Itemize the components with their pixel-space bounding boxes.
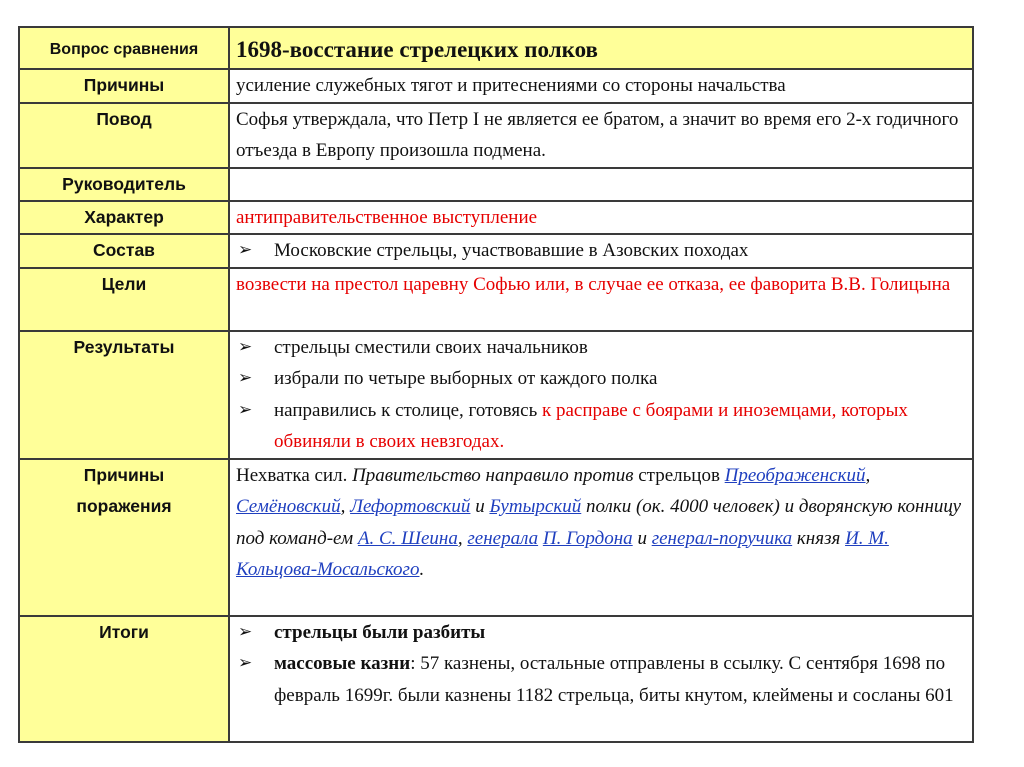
row-value-leader <box>229 168 973 201</box>
row-label-leader <box>19 168 229 201</box>
link-shein[interactable]: А. С. Шеина <box>357 527 458 549</box>
separator: и <box>470 496 490 517</box>
text-defeat-italic: князя <box>792 527 846 549</box>
label-results: Результаты <box>73 336 175 357</box>
text-results-item: стрельцы сместили своих начальников <box>274 336 588 358</box>
text-causes: усиление служебных тягот и притеснениями со стороны начальства <box>236 75 786 96</box>
text-results-item: избрали по четыре выборных от каждого полка <box>274 368 658 389</box>
label-defeat-line1: Причины <box>83 464 165 485</box>
row-label-defeat <box>19 459 229 616</box>
text-character: антиправительственное выступление <box>236 206 538 228</box>
row-value-composition <box>229 234 973 268</box>
text-defeat: Нехватка сил. <box>236 464 353 486</box>
text-outcomes-item: стрельцы были разбиты <box>274 621 486 643</box>
label-leader: Руководитель <box>62 173 186 194</box>
text-defeat-italic: Правительство направило против <box>352 464 634 486</box>
arrow-bullet-icon: ➢ <box>238 621 253 642</box>
label-composition: Состав <box>93 240 155 260</box>
label-character: Характер <box>84 206 164 227</box>
text-goals: возвести на престол царевну Софью или, в случае ее отказа, ее фаворита В.В. Голицына <box>236 273 951 295</box>
row-value-pretext <box>229 103 973 168</box>
row-label-pretext <box>19 103 229 168</box>
link-butyrsky[interactable]: Бутырский <box>489 496 582 517</box>
separator: , <box>457 527 468 549</box>
link-general-poruchik[interactable]: генерал-поручика <box>651 527 793 549</box>
text-outcomes-item: : 57 казнены, остальные отправлены в ссылку. С сентября 1698 по февраль 1699г. были казнены 1182 стрельца, биты кнутом, клеймены и сосланы 601 <box>274 653 954 706</box>
row-value-causes <box>229 69 973 103</box>
list-item <box>236 617 964 649</box>
arrow-bullet-icon: ➢ <box>238 399 253 420</box>
label-causes: Причины <box>83 75 165 95</box>
row-label-character <box>19 201 229 235</box>
link-preobrazhensky[interactable]: Преображенский <box>724 464 866 486</box>
row-value-character <box>229 201 973 235</box>
arrow-bullet-icon: ➢ <box>238 368 253 388</box>
list-item <box>236 648 964 711</box>
comparison-table <box>18 26 974 743</box>
row-label-results <box>19 331 229 459</box>
list-item <box>236 235 964 267</box>
arrow-bullet-icon: ➢ <box>238 653 253 673</box>
separator: . <box>419 559 425 580</box>
header-title-cell <box>229 27 973 69</box>
list-item <box>236 363 964 395</box>
text-composition-item: Московские стрельцы, участвовавшие в Азовских походах <box>274 240 749 261</box>
link-lefortovsky[interactable]: Лефортовский <box>350 496 471 517</box>
separator: , <box>865 464 871 486</box>
row-label-outcomes <box>19 616 229 742</box>
row-label-causes <box>19 69 229 103</box>
row-label-composition <box>19 234 229 268</box>
row-value-defeat <box>229 459 973 616</box>
list-item <box>236 332 964 364</box>
text-pretext: Софья утверждала, что Петр I не является ее братом, а значит во время его 2-х годичного отъезда в Европу произошла подмена. <box>236 108 959 161</box>
row-value-goals <box>229 268 973 331</box>
label-goals: Цели <box>101 273 147 294</box>
list-item <box>236 395 964 458</box>
label-defeat-line2: поражения <box>76 495 172 516</box>
text-outcomes-item-bold: массовые казни <box>274 653 411 674</box>
header-label: Вопрос сравнения <box>49 41 199 58</box>
row-value-outcomes <box>229 616 973 742</box>
table-title: 1698-восстание стрелецких полков <box>236 37 598 62</box>
row-label-goals <box>19 268 229 331</box>
link-koltsov-mosalsky[interactable]: И. М. Кольцова-Мосальского <box>236 527 889 580</box>
label-outcomes: Итоги <box>99 621 149 642</box>
link-general[interactable]: генерала <box>467 527 539 549</box>
text-defeat: стрельцов <box>633 464 725 486</box>
arrow-bullet-icon: ➢ <box>238 240 253 260</box>
text-results-item-red: к расправе с боярами и иноземцами, которых обвиняли в своих невзгодах. <box>274 399 908 452</box>
separator: и <box>632 527 652 549</box>
text-defeat-italic: полки (ок. 4000 человек) и дворянскую конницу под команд-ем <box>236 496 962 549</box>
link-gordon[interactable]: П. Гордона <box>542 527 633 549</box>
separator: , <box>340 496 351 517</box>
link-semenovsky[interactable]: Семёновский <box>236 496 341 517</box>
header-label-cell <box>19 27 229 69</box>
label-pretext: Повод <box>96 108 152 129</box>
arrow-bullet-icon: ➢ <box>238 336 253 357</box>
text-results-item: направились к столице, готовясь <box>274 399 542 421</box>
row-value-results <box>229 331 973 459</box>
